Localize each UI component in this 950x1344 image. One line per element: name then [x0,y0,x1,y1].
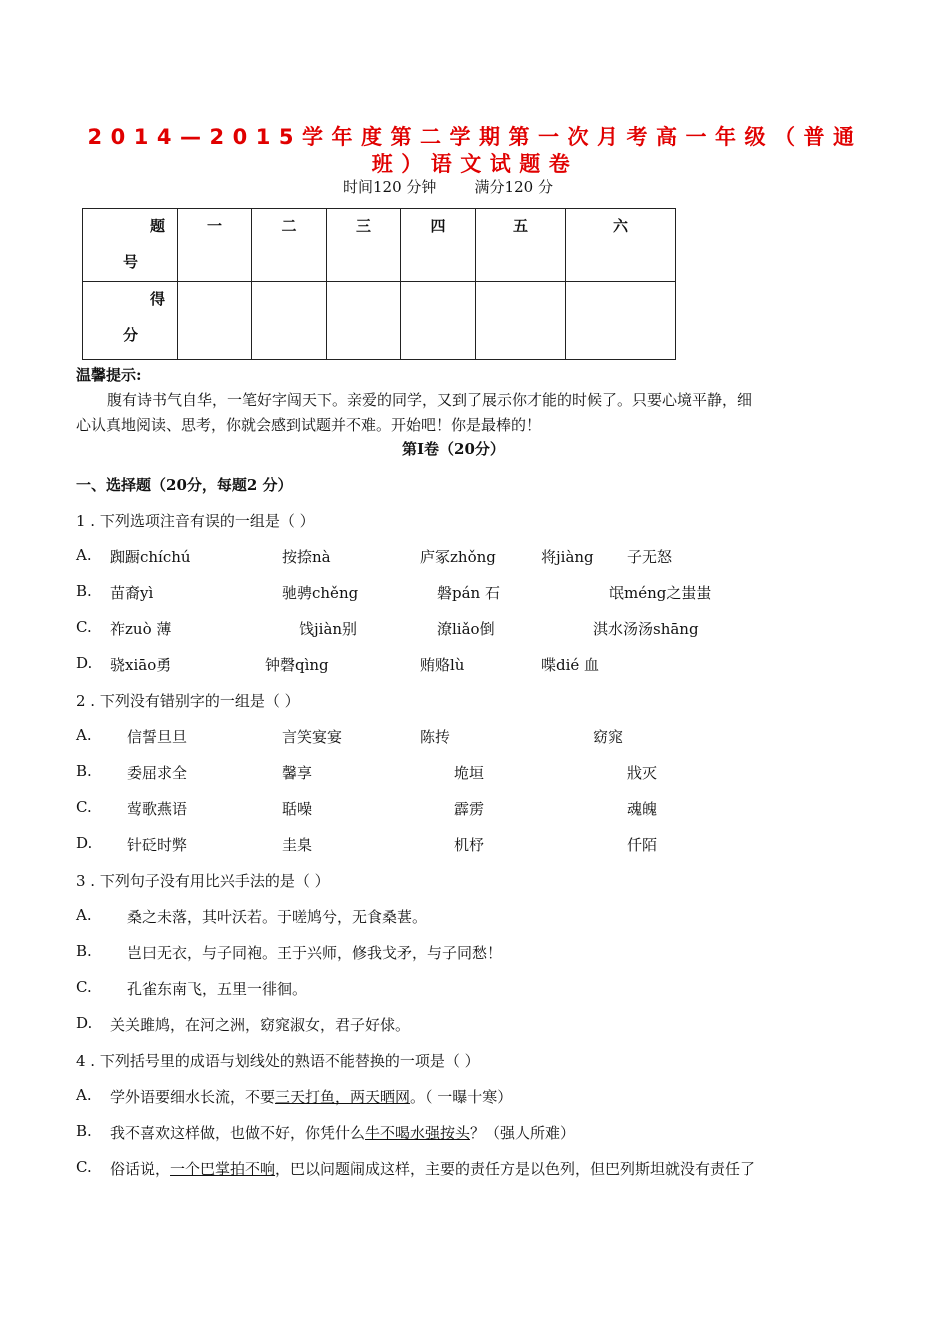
q4-b-post: ？（强人所难） [470,1124,576,1142]
score-cell-4[interactable] [401,282,476,360]
q1-d-item-1: 骁xiāo勇 [110,656,172,674]
q3-d-text: 关关雎鸠，在河之洲，窈窕淑女，君子好俅。 [110,1016,411,1034]
col-header-2: 二 [252,209,327,282]
q2-c-label: C. [76,798,92,816]
q1-d-item-3: 贿赂lù [420,656,465,674]
label-fen: 分 [123,326,139,344]
q4-a-underlined: 三天打鱼，两天晒网 [275,1088,411,1106]
q2-b-label: B. [76,762,92,780]
q2-d-item-2: 圭臬 [282,836,313,854]
tips-line-1: 腹有诗书气自华，一笔好字闯天下。亲爱的同学，又到了展示你才能的时候了。只要心境平静，细 [107,391,753,409]
q3-d-label: D. [76,1014,93,1032]
exam-title-line2: 班）语文试题卷 [371,152,579,176]
tips-heading: 温馨提示: [76,366,142,384]
q4-a-label: A. [76,1086,92,1104]
q1-b-label: B. [76,582,92,600]
q1-a-label: A. [76,546,92,564]
q1-d-item-2: 钟磬qìng [265,656,329,674]
q2-c-item-4: 魂魄 [627,800,658,818]
q4-b-pre: 我不喜欢这样做，也做不好，你凭什么 [110,1124,366,1142]
label-de: 得 [149,290,165,308]
score-cell-5[interactable] [476,282,566,360]
col-header-4: 四 [401,209,476,282]
q1-c-item-1: 祚zuò 薄 [110,620,172,638]
q3-b-label: B. [76,942,92,960]
q2-b-item-1: 委屈求全 [127,764,188,782]
q2-a-item-4: 窈窕 [593,728,624,746]
q4-c-post: ，巴以问题闹成这样，主要的责任方是以色列，但巴列斯坦就没有责任了 [275,1160,756,1178]
q3-c-label: C. [76,978,92,996]
q1-a-item-2: 按捺nà [282,548,331,566]
q3-c-text: 孔雀东南飞，五里一徘徊。 [127,980,308,998]
col-header-1: 一 [178,209,252,282]
q1-stem: 1 . 下列选项注音有误的一组是（ ） [76,512,315,530]
q1-a-item-5: 子无怒 [627,548,673,566]
label-ti: 题 [149,217,165,235]
score-cell-3[interactable] [327,282,401,360]
q2-c-item-2: 聒噪 [282,800,313,818]
score-cell-6[interactable] [566,282,676,360]
q4-a-text [110,1086,512,1107]
q4-b-text [110,1122,575,1143]
score-table-row-score [83,282,676,360]
q2-c-item-1: 莺歌燕语 [127,800,188,818]
q3-a-text: 桑之未落，其叶沃若。于嗟鸠兮，无食桑葚。 [127,908,428,926]
q1-b-item-4: 氓méng之蚩蚩 [609,584,712,602]
score-table-score-label-cell [83,282,178,360]
q2-a-label: A. [76,726,92,744]
part-heading: 一、选择题（20分，每题2 分） [76,476,293,494]
q4-c-label: C. [76,1158,92,1176]
q4-c-pre: 俗话说， [110,1160,171,1178]
q2-d-item-1: 针砭时弊 [127,836,188,854]
q2-a-item-3: 陈抟 [420,728,451,746]
q4-c-underlined: 一个巴掌拍不响 [170,1160,276,1178]
q1-a-item-1: 踟蹰chíchú [110,548,191,566]
q1-a-item-3: 庐冢zhǒng [420,548,496,566]
q2-b-item-2: 馨享 [282,764,313,782]
exam-title [60,124,890,178]
exam-title-line1: 2014—2015学年度第二学期第一次月考高一年级（普通 [87,125,863,149]
q2-b-item-3: 垝垣 [454,764,485,782]
q2-b-item-4: 戕灭 [627,764,658,782]
q3-stem: 3 . 下列句子没有用比兴手法的是（ ） [76,872,330,890]
q2-d-label: D. [76,834,93,852]
col-header-3: 三 [327,209,401,282]
tips-line-2: 心认真地阅读、思考，你就会感到试题并不难。开始吧！你是最棒的！ [76,416,542,434]
q1-c-label: C. [76,618,92,636]
q2-a-item-1: 信誓旦旦 [127,728,188,746]
q2-d-item-4: 仟陌 [627,836,658,854]
q1-c-item-3: 潦liǎo倒 [437,620,495,638]
q1-c-item-4: 淇水汤汤shāng [593,620,699,638]
q2-d-item-3: 机杼 [454,836,485,854]
q1-b-item-2: 驰骋chěng [282,584,359,602]
col-header-5: 五 [476,209,566,282]
q4-a-pre: 学外语要细水长流，不要 [110,1088,276,1106]
score-table-label-cell [83,209,178,282]
col-header-6: 六 [566,209,676,282]
q3-a-label: A. [76,906,92,924]
q1-b-item-1: 苗裔yì [110,584,154,602]
q1-d-label: D. [76,654,93,672]
q2-stem: 2 . 下列没有错别字的一组是（ ） [76,692,300,710]
exam-subtitle: 时间120 分钟 满分120 分 [343,178,553,196]
label-hao: 号 [123,253,139,271]
q4-stem: 4 . 下列括号里的成语与划线处的熟语不能替换的一项是（ ） [76,1052,480,1070]
q2-c-item-3: 霹雳 [454,800,485,818]
score-table [82,208,676,360]
q1-b-item-3: 磐pán 石 [437,584,500,602]
q4-b-label: B. [76,1122,92,1140]
q2-a-item-2: 言笑宴宴 [282,728,343,746]
score-cell-1[interactable] [178,282,252,360]
q4-a-post: 。（ 一曝十寒） [410,1088,513,1106]
score-table-row-header [83,209,676,282]
q1-a-item-4: 将jiàng [541,548,594,566]
q4-b-underlined: 牛不喝水强按头 [365,1124,471,1142]
score-cell-2[interactable] [252,282,327,360]
q3-b-text: 岂曰无衣，与子同袍。王于兴师，修我戈矛，与子同愁！ [127,944,503,962]
section-title: 第Ⅰ卷（20分） [402,440,505,458]
q1-d-item-4: 喋dié 血 [541,656,600,674]
q1-c-item-2: 饯jiàn别 [299,620,358,638]
q4-c-text [110,1158,755,1179]
